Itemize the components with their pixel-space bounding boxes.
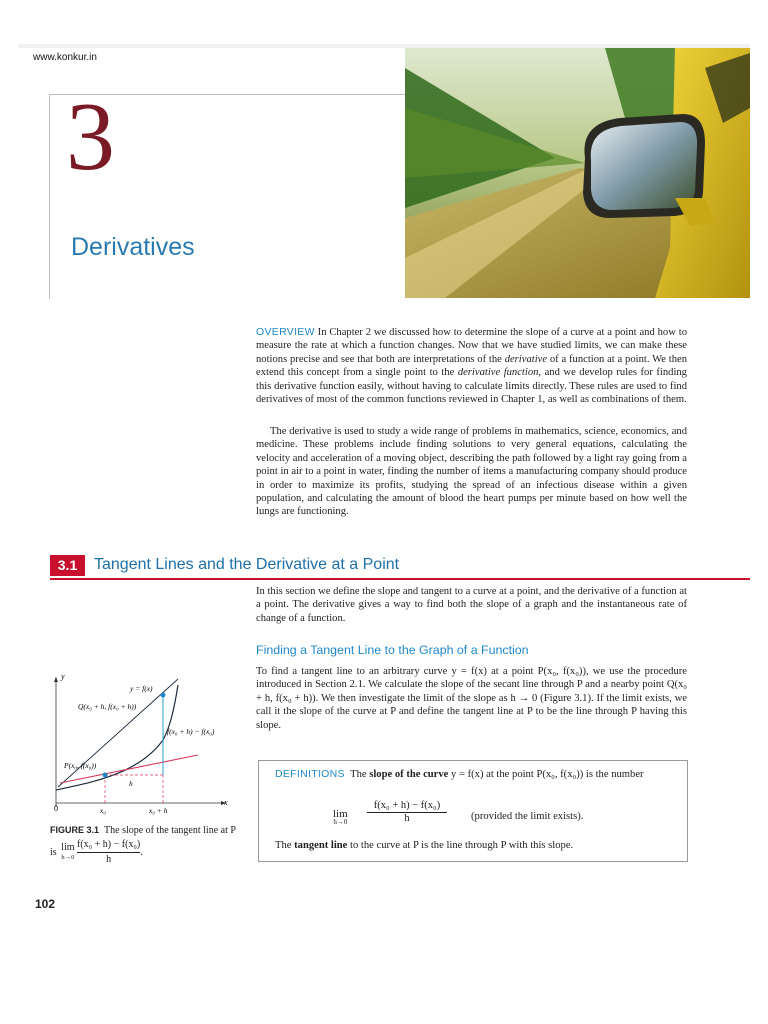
limit-operator: [333, 808, 348, 826]
overview-text-1: In Chapter 2 we discussed how to determine the slope of a curve at a point and how to measure the rate at which a function changes. Now that we have studied limits, we can make these notions precise and see that both are interpretations of the: [256, 327, 687, 365]
caption-quotient: [77, 838, 140, 867]
p-label: P(x₀, f(x₀)): [64, 761, 97, 770]
chapter-title: Derivatives: [71, 233, 195, 261]
def2-text-b: to the curve at P is the line through P with this slope.: [347, 840, 574, 851]
point-q: [161, 693, 166, 698]
definitions-box: [258, 760, 688, 862]
overview-label: OVERVIEW: [256, 326, 315, 338]
def-text-a: The: [350, 769, 370, 780]
caption-limit: [61, 841, 74, 865]
limit-word: lim: [333, 808, 348, 820]
point-p: [103, 773, 108, 778]
limit-condition: (provided the limit exists).: [471, 811, 584, 822]
def-term-tangent-line: tangent line: [294, 840, 348, 851]
figure-3-1: [38, 665, 238, 815]
chapter-vertical-rule: [49, 94, 50, 299]
subsection-body: To find a tangent line to an arbitrary curve y = f(x) at a point P(x₀, f(x₀)), we use the procedure introduced in Section 2.1. We calculate the slope of the secant line through P and a nearby point Q(x₀ + h, f(x₀ + h)). We then investigate the limit of the slope as h → 0 (Figure 3.1). If the limit exists, we call it the slope of the curve at P and define the tangent line at P to be the line through P having this slope.: [256, 666, 687, 731]
difference-quotient: [367, 800, 447, 824]
def-term-slope: slope of the curve: [369, 769, 449, 780]
overview-paragraph: [256, 326, 687, 406]
origin-label: 0: [54, 804, 58, 813]
x0-label: x₀: [100, 806, 106, 815]
page-number: 102: [35, 897, 56, 911]
figure-caption-label: FIGURE 3.1: [50, 825, 100, 835]
x-axis-label: x: [224, 798, 228, 807]
y-axis-label: y: [61, 672, 65, 681]
overview-term-derivative-function: derivative function: [457, 367, 539, 379]
quotient-denominator: h: [404, 813, 410, 824]
caption-lim-sub: h→0: [61, 853, 75, 861]
overview-paragraph-2: The derivative is used to study a wide range of problems in mathematics, science, economics, and medicine. These problems include finding solutions to very general equations, calculating the velocity and acceleration of a moving object, describing the path followed by a light ray going from a point in air to a point in water, finding the number of items a manufacturing company should produce in order to maximize its profits, studying the spread of an infectious disease within a given population, and calculating the amount of blood the heart pumps per minute based on how well the lungs are functioning.: [256, 426, 687, 518]
quotient-numerator: f(x₀ + h) − f(x₀): [367, 800, 447, 813]
definition-slope: [275, 768, 675, 781]
section-intro: In this section we define the slope and tangent to a curve at a point, and the derivative of a function at a point. The derivative gives a way to find both the slope of a graph and the instantaneous rate of change of a function.: [256, 586, 687, 624]
q-label: Q(x₀ + h, f(x₀ + h)): [78, 702, 137, 711]
car-mirror-photo: [405, 48, 750, 298]
caption-numerator: f(x₀ + h) − f(x₀): [77, 838, 140, 853]
diff-label: f(x₀ + h) − f(x₀): [167, 727, 215, 736]
def2-text-a: The: [275, 840, 295, 851]
curve-f: [56, 685, 178, 790]
overview-text-2: of a function at a point. We then extend this concept from a single point to the: [256, 353, 687, 379]
section-rule: [50, 578, 750, 580]
section-number-badge: 3.1: [50, 555, 85, 576]
caption-denominator: h: [106, 854, 112, 865]
figure-caption: FIGURE 3.1 The slope of the tangent line at P is lim h→0 $\frac{\text{f(x₀ + h) − f(x₀)}}{h}$ .: [50, 825, 236, 865]
overview-text-3: , and we develop rules for finding this derivative function easily, without having to calculate limits directly. These rules are used to find derivatives of most of the common functions reviewed in Chapter 1, as well as combinations of them.: [256, 367, 687, 406]
def-text-b: y = f(x) at the point P(x₀, f(x₀)) is the number: [448, 769, 644, 780]
x0h-label: x₀ + h: [149, 806, 168, 815]
overview-term-derivative: derivative: [504, 353, 548, 365]
site-url: www.konkur.in: [33, 52, 97, 63]
limit-subscript: h→0: [333, 818, 348, 826]
h-label: h: [129, 779, 133, 788]
figure-caption-text: The slope of the tangent line at P is: [50, 825, 236, 858]
y-axis-arrow: [54, 677, 58, 682]
definitions-label: DEFINITIONS: [275, 768, 345, 780]
subsection-heading: Finding a Tangent Line to the Graph of a Function: [256, 643, 529, 657]
definition-tangent-line: [275, 840, 573, 851]
caption-lim-word: lim: [61, 841, 75, 853]
section-title: Tangent Lines and the Derivative at a Point: [94, 556, 400, 573]
curve-label: y = f(x): [130, 684, 153, 693]
chapter-number: 3: [66, 83, 115, 191]
